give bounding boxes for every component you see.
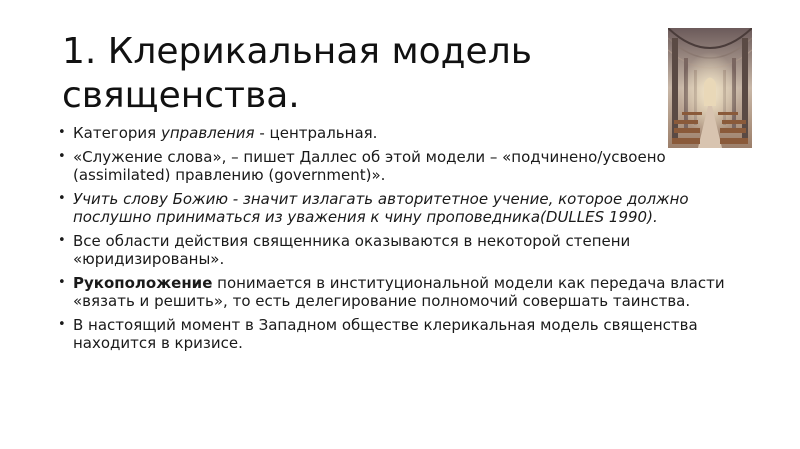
bullet-text: - центральная. [254, 124, 378, 142]
bullet-item [58, 190, 738, 227]
bullet-item [58, 316, 738, 353]
bullet-text-bold: Рукоположение [73, 273, 213, 292]
bullet-marker: • [58, 232, 66, 248]
bullet-marker: • [58, 148, 66, 164]
bullet-item [58, 232, 738, 269]
bullet-marker: • [58, 274, 66, 290]
bullet-item [58, 274, 738, 311]
bullet-list [58, 124, 738, 358]
bullet-item [58, 148, 738, 185]
bullet-text: Категория [73, 124, 161, 142]
bullet-text-italic: Учить слову Божию - значит излагать авторитетное учение, которое должно послушно приниматься из уважения к чину проповедника(DULLES 1990). [73, 189, 689, 226]
slide-title: 1. Клерикальная модель священства. [62, 31, 532, 116]
bullet-text-italic: управления [160, 124, 255, 142]
bullet-text: Все области действия священника оказываются в некоторой степени «юридизированы». [73, 231, 631, 268]
bullet-marker: • [58, 316, 66, 332]
bullet-text: В настоящий момент в Западном обществе клерикальная модель священства находится в кризисе. [73, 315, 698, 352]
bullet-marker: • [58, 125, 66, 140]
bullet-marker: • [58, 190, 66, 206]
bullet-text: «Служение слова», – пишет Даллес об этой модели – «подчинено/усвоено (assimilated) правлению (government)». [73, 147, 666, 184]
bullet-text: понимается в институциональной модели как передача власти «вязать и решить», то есть делегирование полномочий совершать таинства. [73, 273, 725, 310]
bullet-item [58, 124, 738, 143]
